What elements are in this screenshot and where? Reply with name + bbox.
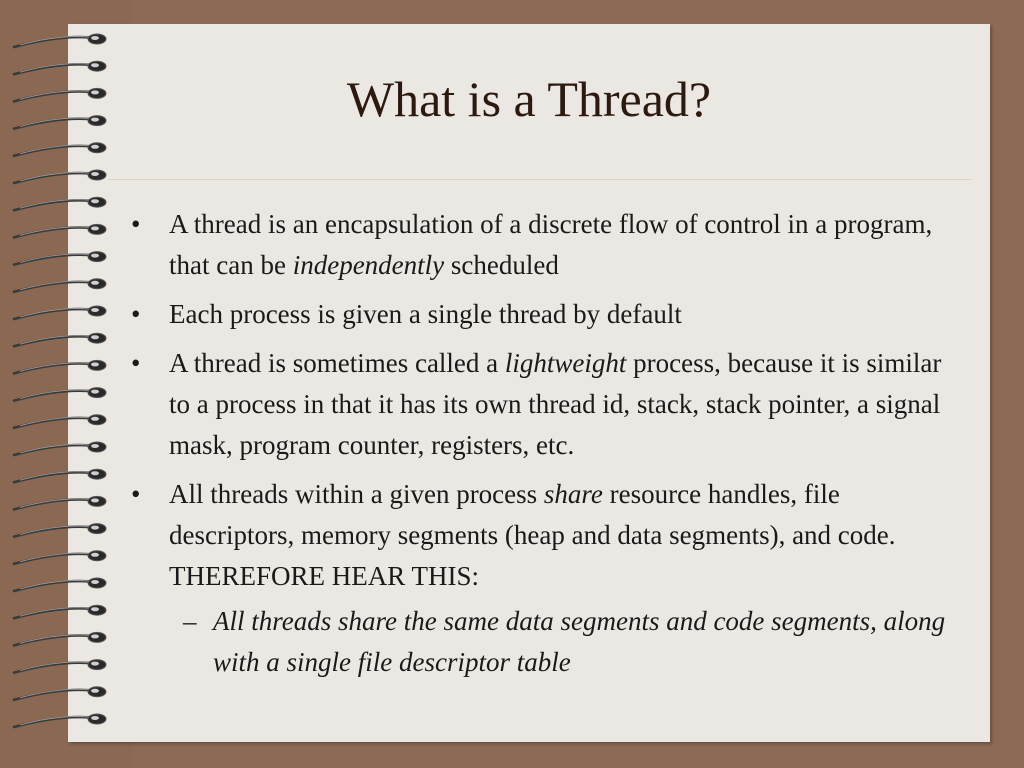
spiral-ring-icon — [14, 252, 106, 265]
sub-bullet-item — [169, 601, 965, 683]
spiral-ring-icon — [14, 34, 106, 47]
bullet-text: scheduled — [444, 250, 559, 280]
spiral-ring-icon — [14, 415, 106, 428]
bullet-item — [125, 204, 965, 286]
spiral-ring-icon — [14, 578, 106, 591]
bullet-emphasis: independently — [292, 250, 445, 280]
slide-title: What is a Thread? — [346, 71, 712, 127]
spiral-ring-icon — [14, 632, 106, 645]
sub-bullet-list — [169, 601, 965, 683]
bullet-text: Each process is given a single thread by default — [169, 299, 682, 329]
bullet-list — [125, 204, 965, 683]
spiral-ring-icon — [14, 469, 106, 482]
sub-bullet-text: All threads share the same data segments and code segments, along with a single file descriptor table — [213, 606, 946, 677]
slide-body — [125, 204, 965, 691]
bullet-dot: • — [131, 299, 141, 329]
spiral-ring-icon — [14, 551, 106, 564]
spiral-ring-icon — [14, 687, 106, 700]
spiral-ring-icon — [14, 279, 106, 292]
bullet-item — [125, 343, 965, 466]
bullet-dot: • — [131, 209, 141, 239]
spiral-ring-icon — [14, 143, 106, 156]
title-divider — [108, 179, 972, 180]
spiral-ring-icon — [14, 170, 106, 183]
spiral-ring-icon — [14, 524, 106, 537]
spiral-ring-icon — [14, 333, 106, 346]
spiral-ring-icon — [14, 442, 106, 455]
bullet-text: All threads within a given process — [169, 479, 544, 509]
bullet-item — [125, 474, 965, 683]
bullet-text: process, because it is similar to a process in that it has its own thread id, stack, stack pointer, a signal mask, program counter, registers, etc. — [169, 348, 942, 460]
bullet-dot: • — [131, 479, 141, 509]
bullet-emphasis: lightweight — [504, 348, 627, 378]
spiral-ring-icon — [14, 360, 106, 373]
spiral-ring-icon — [14, 496, 106, 509]
spiral-ring-icon — [14, 714, 106, 727]
spiral-ring-icon — [14, 660, 106, 673]
spiral-ring-icon — [14, 197, 106, 210]
dash-mark: – — [183, 606, 197, 636]
spiral-ring-icon — [14, 306, 106, 319]
bullet-dot: • — [131, 348, 141, 378]
bullet-item — [125, 294, 965, 335]
spiral-ring-icon — [14, 605, 106, 618]
spiral-ring-icon — [14, 388, 106, 401]
bullet-text: A thread is sometimes called a — [169, 348, 505, 378]
bullet-text: resource handles, file descriptors, memory segments (heap and data segments), and code. THEREFORE HEAR THIS: — [169, 479, 896, 591]
bullet-text: A thread is an encapsulation of a discrete flow of control in a program, that can be — [169, 209, 933, 280]
spiral-ring-icon — [14, 224, 106, 237]
spiral-ring-icon — [14, 61, 106, 74]
bullet-emphasis: share — [543, 479, 603, 509]
